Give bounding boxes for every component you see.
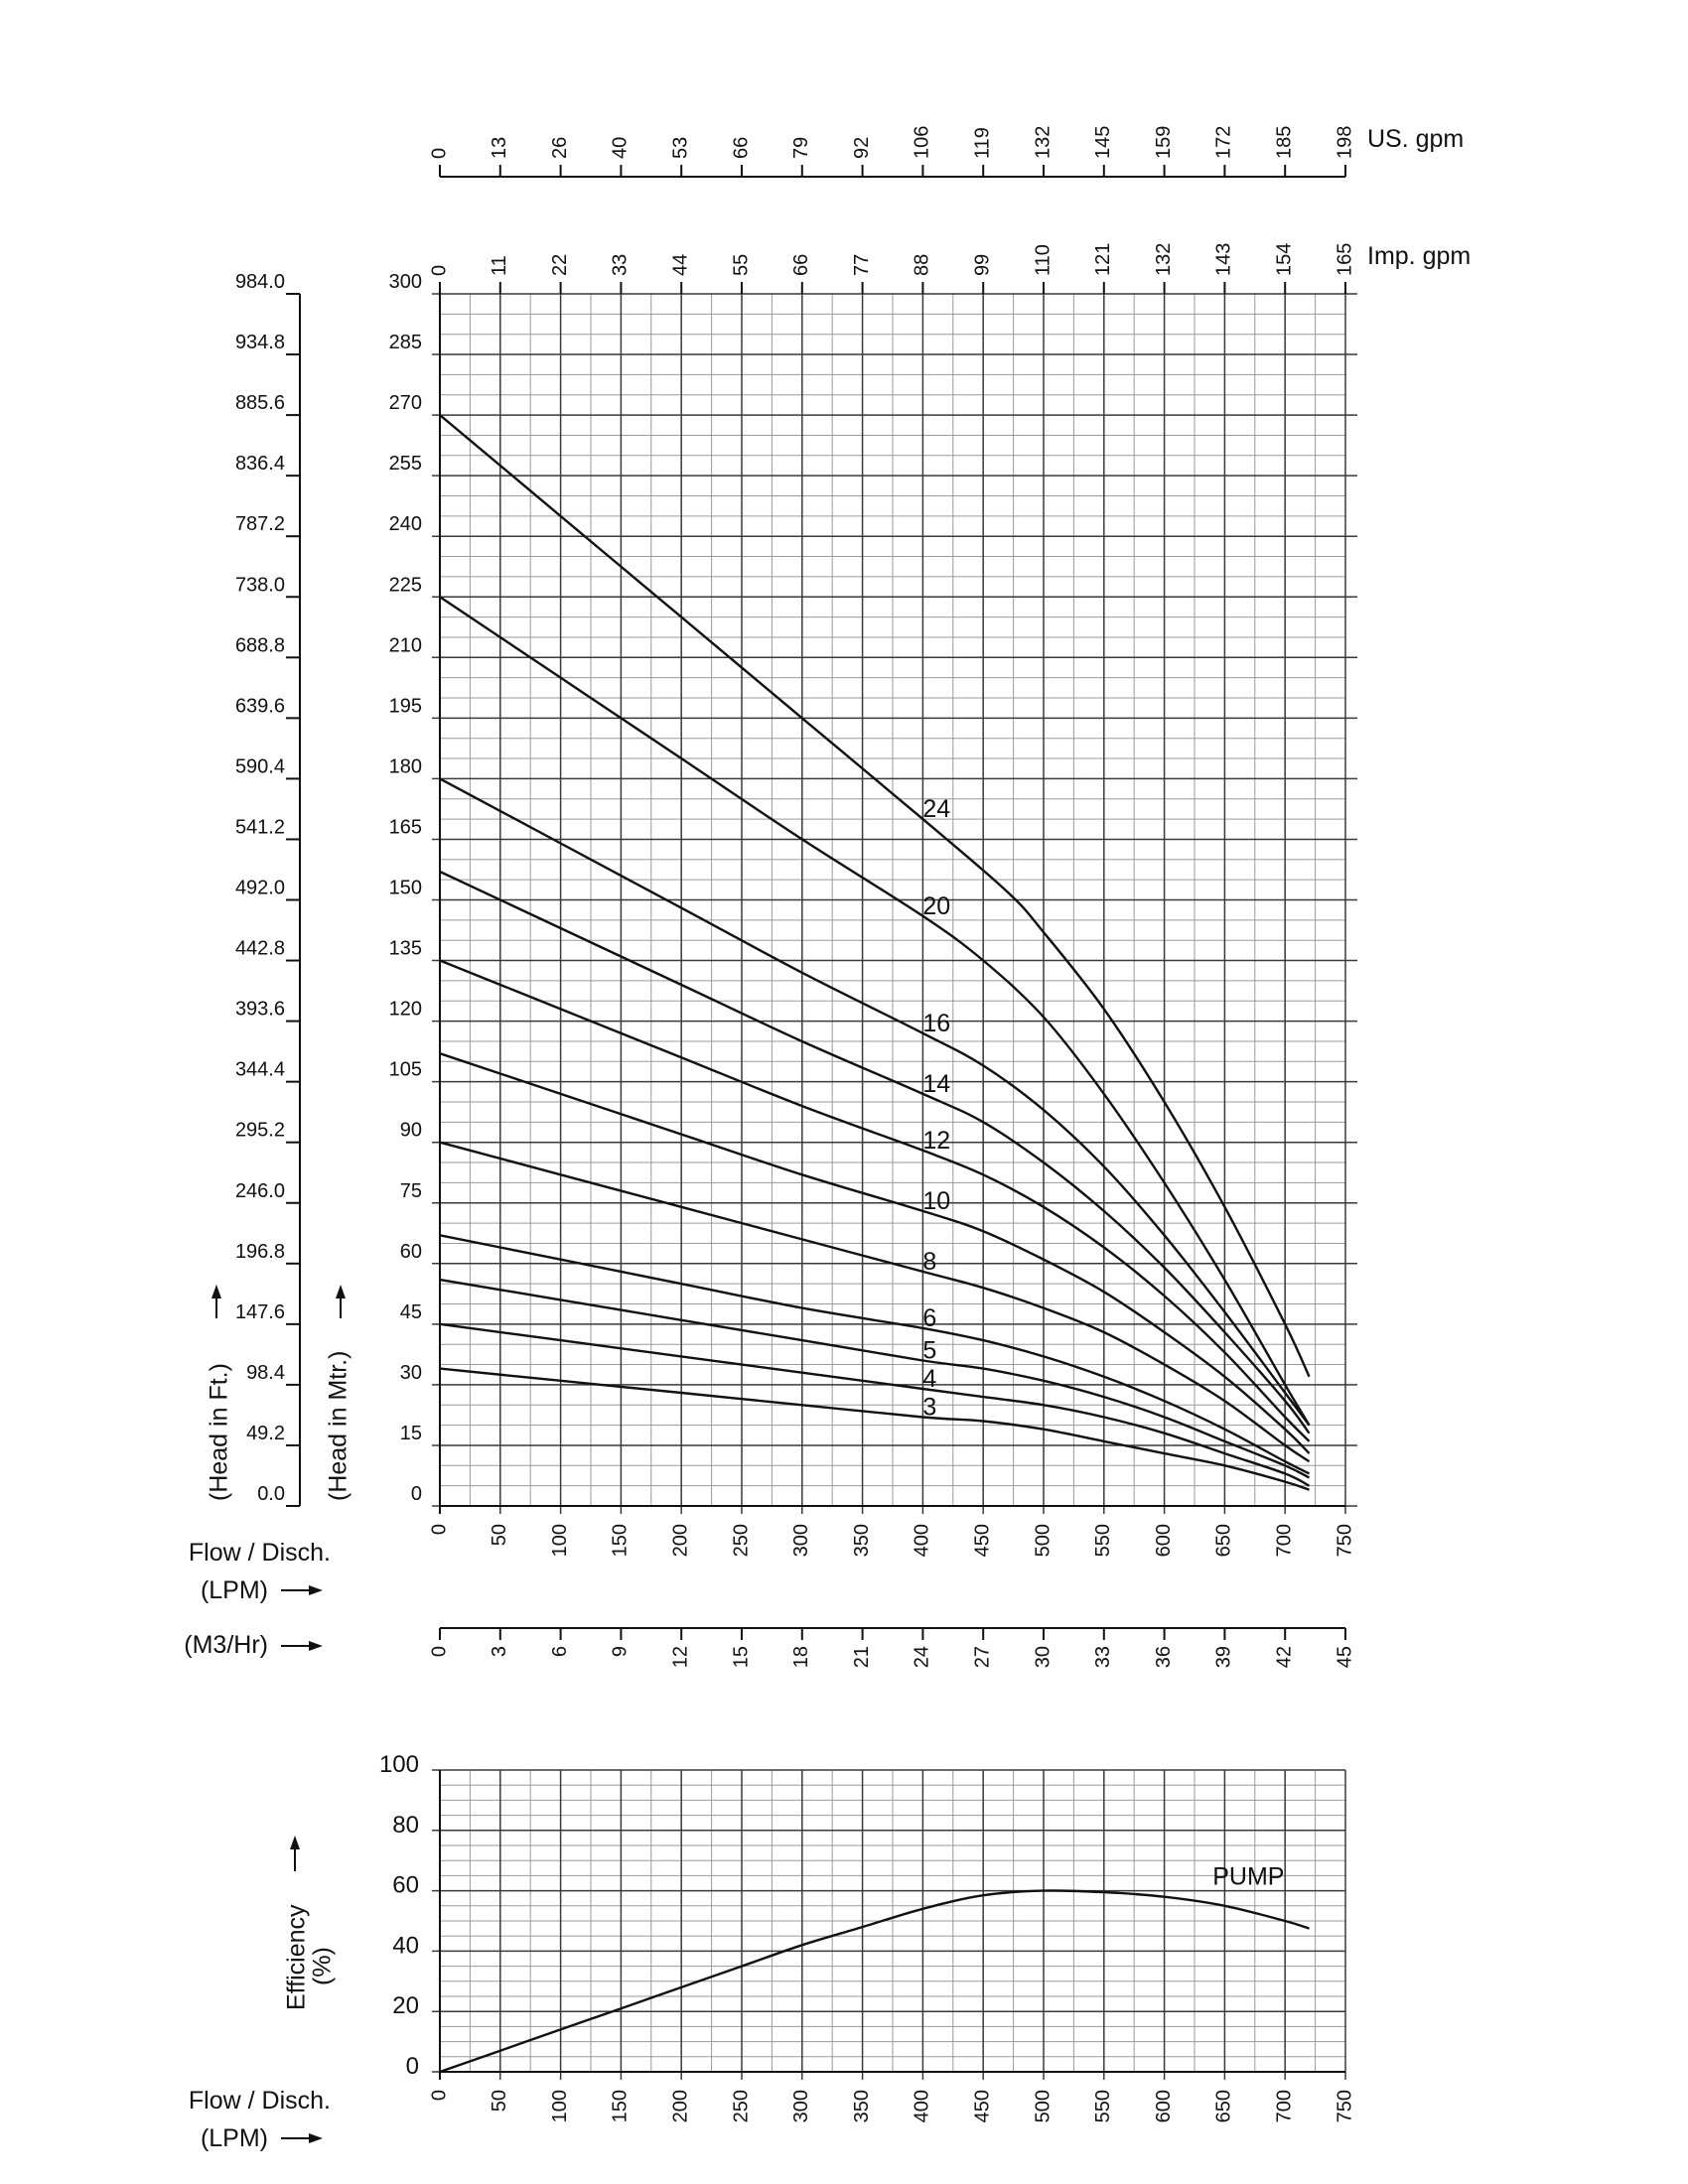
imp-gpm-tick-label: 33: [609, 253, 632, 276]
curve-label-5: 5: [922, 1336, 937, 1365]
us-gpm-tick-label: 0: [428, 147, 451, 159]
head-curve-14: [440, 872, 1310, 1433]
imp-gpm-label: Imp. gpm: [1367, 242, 1472, 270]
imp-gpm-tick-label: 88: [911, 253, 933, 276]
curve-label-20: 20: [922, 891, 951, 920]
eff-x-tick-label: 400: [911, 2090, 933, 2123]
curve-label-6: 6: [922, 1303, 937, 1332]
y-label-ft: (Head in Ft.): [205, 1363, 233, 1501]
eff-x-tick-label: 650: [1212, 2090, 1235, 2123]
m3hr-tick-label: 6: [548, 1646, 571, 1658]
eff-x-tick-label: 150: [609, 2090, 632, 2123]
m3hr-tick-label: 42: [1273, 1646, 1296, 1669]
imp-gpm-tick-label: 110: [1032, 244, 1055, 276]
y-tick-label-ft: 836.4: [234, 453, 285, 476]
y-tick-label-m: 270: [388, 392, 422, 415]
eff-x-tick-label: 450: [971, 2090, 994, 2123]
us-gpm-tick-label: 132: [1032, 125, 1055, 159]
y-tick-label-m: 60: [399, 1240, 422, 1263]
y-tick-label-ft: 49.2: [246, 1422, 285, 1444]
m3hr-tick-label: 36: [1152, 1646, 1175, 1669]
head-curve-24: [440, 415, 1310, 1377]
x-tick-label-lpm: 300: [790, 1524, 813, 1558]
x-tick-label-lpm: 250: [730, 1524, 753, 1558]
y-tick-label-ft: 295.2: [234, 1119, 285, 1142]
y-tick-label-m: 105: [388, 1058, 422, 1081]
y-label-m: (Head in Mtr.): [324, 1350, 352, 1501]
y-tick-label-m: 15: [399, 1422, 422, 1444]
efficiency-chart: [189, 1751, 1355, 2152]
imp-gpm-tick-label: 11: [489, 255, 511, 276]
x-tick-label-lpm: 400: [911, 1524, 933, 1558]
y-tick-label-ft: 492.0: [234, 877, 285, 899]
head-curve-12: [440, 961, 1310, 1441]
eff-flow-unit-label: (LPM): [200, 2124, 268, 2152]
y-tick-label-m: 90: [399, 1119, 422, 1142]
y-tick-label-m: 255: [388, 453, 422, 476]
x-tick-label-lpm: 50: [489, 1524, 511, 1547]
us-gpm-tick-label: 79: [790, 136, 813, 159]
imp-gpm-tick-label: 143: [1212, 242, 1235, 276]
eff-x-tick-label: 300: [790, 2090, 813, 2123]
y-tick-label-ft: 442.8: [234, 937, 285, 960]
x-tick-label-lpm: 450: [971, 1524, 994, 1558]
eff-x-tick-label: 0: [428, 2090, 451, 2102]
x-tick-label-lpm: 100: [548, 1524, 571, 1558]
y-tick-label-ft: 738.0: [234, 574, 285, 597]
curve-label-24: 24: [922, 795, 951, 824]
y-tick-label-ft: 196.8: [234, 1240, 285, 1263]
eff-x-tick-label: 750: [1334, 2090, 1356, 2123]
y-tick-label-ft: 541.2: [234, 816, 285, 839]
flow-arrow-head: [309, 1585, 323, 1595]
y-tick-label-m: 300: [388, 271, 422, 293]
head-curve-3: [440, 1369, 1310, 1490]
y-tick-label-m: 45: [399, 1300, 422, 1323]
eff-y-tick-label: 80: [392, 1811, 419, 1839]
eff-x-tick-label: 250: [730, 2090, 753, 2123]
y-tick-label-m: 0: [410, 1483, 422, 1505]
us-gpm-tick-label: 198: [1334, 125, 1356, 159]
x-tick-label-lpm: 150: [609, 1524, 632, 1558]
imp-gpm-tick-label: 44: [669, 253, 692, 276]
eff-x-tick-label: 500: [1032, 2090, 1055, 2123]
curve-label-12: 12: [922, 1126, 951, 1155]
eff-y-tick-label: 40: [392, 1932, 419, 1960]
y-tick-label-ft: 98.4: [246, 1361, 285, 1384]
us-gpm-tick-label: 106: [911, 125, 933, 159]
y-tick-label-m: 75: [399, 1179, 422, 1202]
curve-label-3: 3: [922, 1393, 937, 1422]
efficiency-curve-label: PUMP: [1212, 1862, 1285, 1891]
imp-gpm-tick-label: 66: [790, 253, 813, 276]
x-tick-label-lpm: 350: [850, 1524, 873, 1558]
y-tick-label-m: 285: [388, 332, 422, 354]
m3hr-tick-label: 24: [911, 1646, 933, 1669]
us-gpm-tick-label: 13: [489, 136, 511, 159]
head-chart: [184, 125, 1471, 1668]
eff-x-tick-label: 100: [548, 2090, 571, 2123]
eff-arrow-head: [290, 1836, 300, 1849]
y-tick-label-m: 210: [388, 634, 422, 657]
m3hr-tick-label: 15: [730, 1646, 753, 1669]
us-gpm-tick-label: 145: [1092, 125, 1115, 159]
y-tick-label-m: 135: [388, 937, 422, 960]
flow-label: Flow / Disch.: [188, 1539, 331, 1567]
us-gpm-tick-label: 159: [1152, 125, 1175, 159]
y-tick-label-ft: 0.0: [257, 1483, 285, 1505]
eff-x-tick-label: 350: [850, 2090, 873, 2123]
imp-gpm-tick-label: 99: [971, 253, 994, 276]
y-tick-label-ft: 639.6: [234, 695, 285, 718]
y-tick-label-ft: 393.6: [234, 998, 285, 1021]
y-tick-label-ft: 344.4: [234, 1058, 285, 1081]
eff-x-tick-label: 50: [489, 2090, 511, 2113]
x-tick-label-lpm: 200: [669, 1524, 692, 1558]
x-tick-label-lpm: 0: [428, 1524, 451, 1536]
us-gpm-tick-label: 185: [1273, 125, 1296, 159]
x-tick-label-lpm: 550: [1092, 1524, 1115, 1558]
eff-x-tick-label: 700: [1273, 2090, 1296, 2123]
us-gpm-tick-label: 53: [669, 136, 692, 159]
us-gpm-tick-label: 66: [730, 136, 753, 159]
m3hr-tick-label: 39: [1212, 1646, 1235, 1669]
eff-y-tick-label: 60: [392, 1871, 419, 1899]
m3hr-tick-label: 45: [1334, 1646, 1356, 1669]
us-gpm-tick-label: 172: [1212, 125, 1235, 159]
y-tick-label-ft: 984.0: [234, 271, 285, 293]
imp-gpm-tick-label: 165: [1334, 242, 1356, 276]
m3hr-tick-label: 33: [1092, 1646, 1115, 1669]
y-tick-label-ft: 147.6: [234, 1300, 285, 1323]
eff-x-tick-label: 200: [669, 2090, 692, 2123]
y-tick-label-m: 180: [388, 755, 422, 778]
y-tick-label-ft: 246.0: [234, 1179, 285, 1202]
eff-y-tick-label: 20: [392, 1992, 419, 2020]
m3hr-tick-label: 9: [609, 1646, 632, 1658]
imp-gpm-tick-label: 22: [548, 253, 571, 276]
curve-label-16: 16: [922, 1009, 951, 1037]
flow-unit-label: (LPM): [200, 1576, 268, 1604]
curve-label-4: 4: [922, 1364, 937, 1393]
m3hr-tick-label: 27: [971, 1646, 994, 1669]
y-tick-label-m: 225: [388, 574, 422, 597]
m3hr-tick-label: 0: [428, 1646, 451, 1658]
y-tick-label-m: 195: [388, 695, 422, 718]
x-tick-label-lpm: 700: [1273, 1524, 1296, 1558]
y-tick-label-ft: 885.6: [234, 392, 285, 415]
y-tick-label-ft: 590.4: [234, 755, 285, 778]
imp-gpm-tick-label: 121: [1092, 242, 1115, 276]
m3hr-tick-label: 18: [790, 1646, 813, 1669]
eff-x-tick-label: 600: [1152, 2090, 1175, 2123]
imp-gpm-tick-label: 55: [730, 253, 753, 276]
x-tick-label-lpm: 650: [1212, 1524, 1235, 1558]
eff-flow-label: Flow / Disch.: [188, 2087, 331, 2115]
y-tick-label-ft: 934.8: [234, 332, 285, 354]
m3hr-tick-label: 12: [669, 1646, 692, 1669]
imp-gpm-tick-label: 0: [428, 264, 451, 276]
y-tick-label-ft: 688.8: [234, 634, 285, 657]
us-gpm-label: US. gpm: [1367, 125, 1465, 153]
eff-y-tick-label: 100: [378, 1751, 419, 1778]
us-gpm-tick-label: 40: [609, 136, 632, 159]
us-gpm-tick-label: 26: [548, 136, 571, 159]
eff-x-tick-label: 550: [1092, 2090, 1115, 2123]
imp-gpm-tick-label: 77: [850, 253, 873, 276]
us-gpm-tick-label: 92: [850, 136, 873, 159]
imp-gpm-tick-label: 154: [1273, 242, 1296, 276]
y-tick-label-m: 120: [388, 998, 422, 1021]
y-tick-label-ft: 787.2: [234, 513, 285, 536]
eff-y-tick-label: 0: [405, 2053, 419, 2080]
curve-label-8: 8: [922, 1247, 937, 1276]
y-tick-label-m: 150: [388, 877, 422, 899]
curve-label-10: 10: [922, 1186, 951, 1215]
x-tick-label-lpm: 500: [1032, 1524, 1055, 1558]
eff-y-label: Efficiency: [282, 1904, 311, 2010]
y-tick-label-m: 30: [399, 1361, 422, 1384]
us-gpm-tick-label: 119: [971, 127, 994, 159]
y-tick-label-m: 165: [388, 816, 422, 839]
x-tick-label-lpm: 600: [1152, 1524, 1175, 1558]
mtr-arrow-head: [336, 1285, 346, 1298]
m3hr-label: (M3/Hr): [184, 1631, 268, 1659]
m3hr-arrow-head: [309, 1641, 323, 1651]
curve-label-14: 14: [922, 1069, 951, 1098]
ft-arrow-head: [211, 1285, 221, 1298]
eff-flow-arrow-head: [309, 2133, 323, 2143]
m3hr-tick-label: 3: [489, 1646, 511, 1658]
eff-y-unit: (%): [308, 1947, 337, 1985]
y-tick-label-m: 240: [388, 513, 422, 536]
m3hr-tick-label: 30: [1032, 1646, 1055, 1669]
x-tick-label-lpm: 750: [1334, 1524, 1356, 1558]
imp-gpm-tick-label: 132: [1152, 242, 1175, 276]
m3hr-tick-label: 21: [850, 1646, 873, 1669]
